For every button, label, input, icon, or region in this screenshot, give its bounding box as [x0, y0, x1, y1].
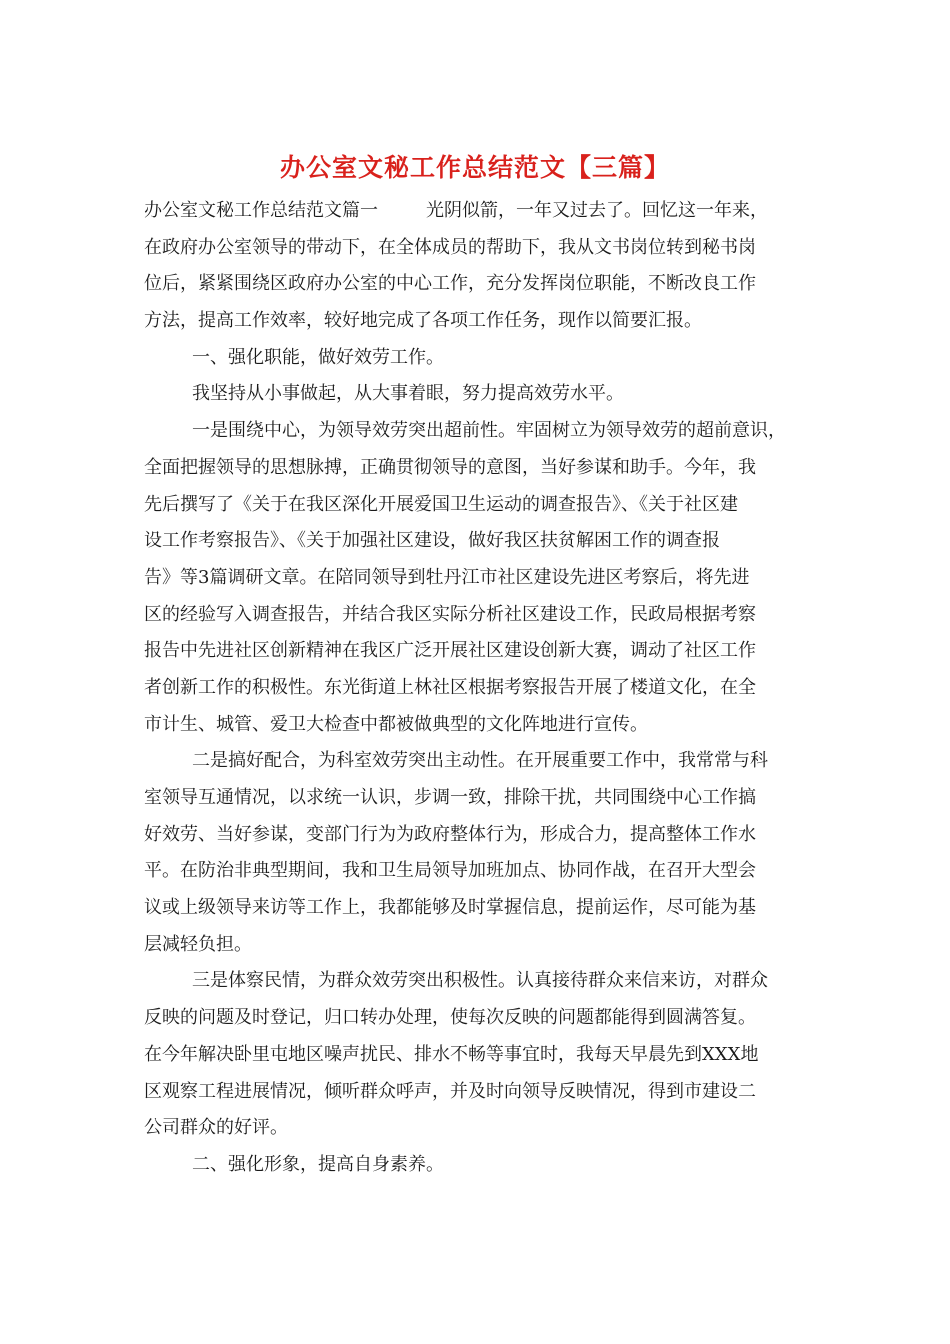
body-line-8: 全面把握领导的思想脉搏，正确贯彻领导的意图，当好参谋和助手。今年，我 [144, 456, 756, 478]
body-line-13: 报告中先进社区创新精神在我区广泛开展社区建设创新大赛，调动了社区工作 [144, 640, 756, 662]
body-line-11: 告》等3篇调研文章。在陪同领导到牡丹江市社区建设先进区考察后，将先进 [144, 566, 750, 588]
body-line-7: 一是围绕中心，为领导效劳突出超前性。牢固树立为领导效劳的超前意识， [192, 420, 786, 442]
body-line-25: 区观察工程进展情况，倾听群众呼声，并及时向领导反映情况，得到市建设二 [144, 1080, 756, 1102]
body-line-20: 议或上级领导来访等工作上，我都能够及时掌握信息，提前运作，尽可能为基 [144, 897, 756, 919]
body-line-17: 室领导互通情况，以求统一认识，步调一致，排除干扰，共同围绕中心工作搞 [144, 787, 756, 808]
body-line-12: 区的经验写入调查报告，并结合我区实际分析社区建设工作，民政局根据考察 [144, 603, 756, 625]
body-line-9: 先后撰写了《关于在我区深化开展爱国卫生运动的调查报告》、《关于社区建 [144, 493, 738, 515]
body-line-26: 公司群众的好评。 [144, 1117, 288, 1139]
body-line-10: 设工作考察报告》、《关于加强社区建设，做好我区扶贫解困工作的调查报 [144, 530, 720, 552]
body-line-19: 平。在防治非典型期间，我和卫生局领导加班加点、协同作战，在召开大型会 [144, 860, 756, 882]
subheading-2: 二、强化形象，提高自身素养。 [192, 1153, 444, 1175]
body-line-3: 位后，紧紧围绕区政府办公室的中心工作，充分发挥岗位职能，不断改良工作 [144, 273, 756, 295]
body-line-21: 层减轻负担。 [144, 933, 252, 955]
body-line-18: 好效劳、当好参谋，变部门行为为政府整体行为，形成合力，提高整体工作水 [144, 823, 756, 845]
body-line-16: 二是搞好配合，为科室效劳突出主动性。在开展重要工作中，我常常与科 [192, 750, 768, 772]
document-title: 办公室文秘工作总结范文【三篇】 [279, 153, 670, 182]
subheading-1: 一、强化职能，做好效劳工作。 [192, 346, 444, 368]
body-line-14: 者创新工作的积极性。东光街道上林社区根据考察报告开展了楼道文化，在全 [144, 676, 756, 698]
body-text-segment: 光阴似箭，一年又过去了。回忆这一年来， [426, 200, 768, 221]
body-line-23: 反映的问题及时登记，归口转办处理，使每次反映的问题都能得到圆满答复。 [144, 1007, 756, 1029]
body-line-24: 在今年解决卧里屯地区噪声扰民、排水不畅等事宜时，我每天早晨先到XXX地 [144, 1043, 759, 1065]
document-body [144, 193, 816, 1184]
body-line-4: 方法，提高工作效率，较好地完成了各项工作任务，现作以简要汇报。 [144, 310, 702, 332]
body-line-2: 在政府办公室领导的带动下，在全体成员的帮助下，我从文书岗位转到秘书岗 [144, 236, 756, 258]
section-heading-inline: 办公室文秘工作总结范文篇一 [144, 200, 378, 221]
body-line-6: 我坚持从小事做起，从大事着眼，努力提高效劳水平。 [192, 383, 624, 405]
body-line-22: 三是体察民情，为群众效劳突出积极性。认真接待群众来信来访，对群众 [192, 970, 768, 992]
body-line-15: 市计生、城管、爱卫大检查中都被做典型的文化阵地进行宣传。 [144, 713, 648, 735]
body-line-1 [144, 193, 816, 230]
